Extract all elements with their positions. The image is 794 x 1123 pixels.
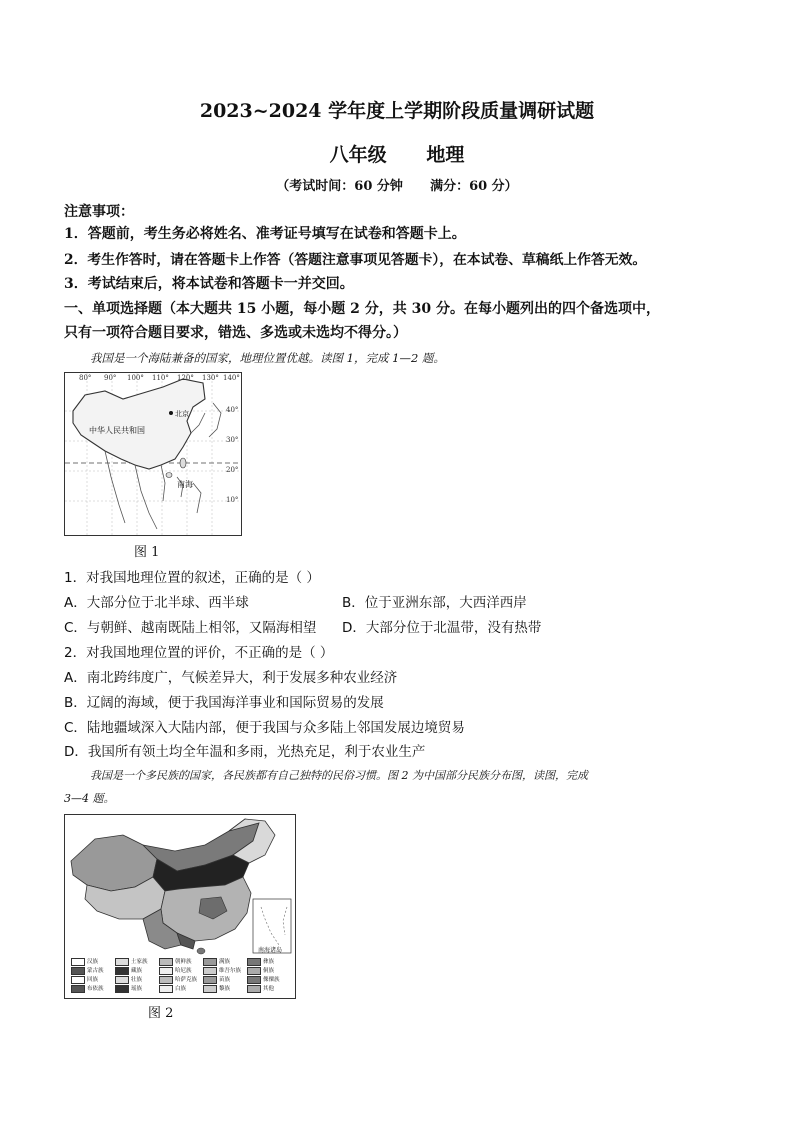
legend-item xyxy=(247,967,274,975)
question-1-option-c: C．与朝鲜、越南既陆上相邻，又隔海相望 xyxy=(64,620,317,636)
legend-swatch xyxy=(71,985,85,993)
legend-swatch xyxy=(203,967,217,975)
legend-label: 布依族 xyxy=(87,986,104,992)
figure1-map xyxy=(64,372,242,536)
legend-item xyxy=(203,967,241,975)
legend-swatch xyxy=(247,976,261,984)
legend-label: 朝鲜族 xyxy=(175,959,192,965)
legend-label: 壮族 xyxy=(131,977,143,983)
legend-item xyxy=(115,958,148,966)
legend-label: 哈尼族 xyxy=(175,968,192,974)
question-2-option-d: D．我国所有领土均全年温和多雨，光热充足，利于农业生产 xyxy=(64,744,426,760)
legend-item xyxy=(159,976,197,984)
section1-heading: 一、单项选择题（本大题共 15 小题，每小题 2 分，共 30 分。在每小题列出的四个备选项中， xyxy=(64,301,660,317)
lon-label: 110° xyxy=(152,374,169,382)
legend-label: 维吾尔族 xyxy=(219,968,242,974)
note-item: 3．考试结束后，将本试卷和答题卡一并交回。 xyxy=(64,276,354,292)
legend-item xyxy=(203,958,230,966)
legend-swatch xyxy=(115,985,129,993)
legend-swatch xyxy=(115,976,129,984)
legend-label: 彝族 xyxy=(263,959,275,965)
legend-swatch xyxy=(159,967,173,975)
lon-label: 140° xyxy=(223,374,240,382)
legend-swatch xyxy=(159,976,173,984)
country-label: 中华人民共和国 xyxy=(89,426,145,435)
legend-item xyxy=(203,985,230,993)
legend-label: 满族 xyxy=(219,959,231,965)
legend-label: 瑶族 xyxy=(131,986,143,992)
inset-label: 南海诸岛 xyxy=(258,947,283,954)
legend-swatch xyxy=(203,985,217,993)
legend-label: 回族 xyxy=(87,977,99,983)
note-item: 1．答题前，考生务必将姓名、准考证号填写在试卷和答题卡上。 xyxy=(64,226,466,242)
legend-label: 蒙古族 xyxy=(87,968,104,974)
ethnic-map-graphic xyxy=(65,815,295,955)
legend-swatch xyxy=(71,976,85,984)
lat-label: 30° xyxy=(226,436,239,444)
section1-heading-cont: 只有一项符合题目要求，错选、多选或未选均不得分。） xyxy=(64,325,407,341)
question-1-option-d: D．大部分位于北温带，没有热带 xyxy=(342,620,542,636)
question-2-option-c: C．陆地疆域深入大陆内部，便于我国与众多陆上邻国发展边境贸易 xyxy=(64,720,465,736)
legend-item xyxy=(115,985,142,993)
capital-label: 北京 xyxy=(175,410,189,418)
lon-label: 90° xyxy=(104,374,117,382)
legend-item xyxy=(71,985,104,993)
legend-item xyxy=(115,976,142,984)
legend-swatch xyxy=(71,958,85,966)
figure2-map xyxy=(64,814,296,999)
legend-swatch xyxy=(71,967,85,975)
exam-subtitle: 八年级 地理 xyxy=(329,144,465,166)
legend-label: 藏族 xyxy=(131,968,143,974)
lon-label: 100° xyxy=(127,374,144,382)
figure2-caption: 图 2 xyxy=(148,1006,174,1021)
legend-item xyxy=(159,967,192,975)
legend-item xyxy=(115,967,142,975)
legend-label: 侗族 xyxy=(263,968,275,974)
legend-swatch xyxy=(115,958,129,966)
question-2-option-a: A．南北跨纬度广，气候差异大，利于发展多种农业经济 xyxy=(64,670,398,686)
exam-info: （考试时间：60 分钟 满分：60 分） xyxy=(276,179,518,194)
legend-item xyxy=(71,976,98,984)
legend-swatch xyxy=(159,985,173,993)
legend-label: 哈萨克族 xyxy=(175,977,198,983)
legend-item xyxy=(247,985,274,993)
legend-swatch xyxy=(159,958,173,966)
legend-label: 黎族 xyxy=(219,986,231,992)
legend-label: 白族 xyxy=(175,986,187,992)
legend-label: 汉族 xyxy=(87,959,99,965)
section2-intro: 我国是一个多民族的国家，各民族都有自己独特的民俗习惯。图 2 为中国部分民族分布图，读图，完成 xyxy=(90,769,588,782)
legend-swatch xyxy=(247,985,261,993)
lon-label: 120° xyxy=(177,374,194,382)
legend-swatch xyxy=(247,967,261,975)
legend-swatch xyxy=(203,976,217,984)
legend-label: 其他 xyxy=(263,986,275,992)
legend-item xyxy=(159,985,186,993)
lat-label: 20° xyxy=(226,466,239,474)
lon-label: 130° xyxy=(202,374,219,382)
question-1-stem: 1．对我国地理位置的叙述，正确的是（ ） xyxy=(64,570,320,586)
legend-item xyxy=(71,958,98,966)
exam-title: 2023~2024 学年度上学期阶段质量调研试题 xyxy=(199,100,595,122)
legend-swatch xyxy=(115,967,129,975)
lon-label: 80° xyxy=(79,374,92,382)
legend-swatch xyxy=(203,958,217,966)
question-1-option-b: B．位于亚洲东部，大西洋西岸 xyxy=(342,595,527,611)
legend xyxy=(71,958,291,994)
section2-intro-cont: 3—4 题。 xyxy=(64,792,115,805)
legend-item xyxy=(247,958,274,966)
sea-label: 南海 xyxy=(177,480,193,489)
figure1-caption: 图 1 xyxy=(134,545,160,560)
legend-swatch xyxy=(247,958,261,966)
question-2-stem: 2．对我国地理位置的评价，不正确的是（ ） xyxy=(64,645,334,661)
lat-label: 10° xyxy=(226,496,239,504)
section1-intro: 我国是一个海陆兼备的国家，地理位置优越。读图 1，完成 1—2 题。 xyxy=(90,351,445,365)
lat-label: 40° xyxy=(226,406,239,414)
legend-label: 土家族 xyxy=(131,959,148,965)
legend-item xyxy=(71,967,104,975)
legend-label: 傈僳族 xyxy=(263,977,280,983)
asia-map-graphic xyxy=(65,373,241,535)
question-2-option-b: B．辽阔的海域，便于我国海洋事业和国际贸易的发展 xyxy=(64,695,384,711)
legend-item xyxy=(247,976,280,984)
notes-heading: 注意事项： xyxy=(64,204,134,220)
legend-item xyxy=(203,976,230,984)
question-1-option-a: A．大部分位于北半球、西半球 xyxy=(64,595,249,611)
note-item: 2．考生作答时，请在答题卡上作答（答题注意事项见答题卡），在本试卷、草稿纸上作答无效。 xyxy=(64,252,647,268)
legend-label: 苗族 xyxy=(219,977,231,983)
legend-item xyxy=(159,958,192,966)
